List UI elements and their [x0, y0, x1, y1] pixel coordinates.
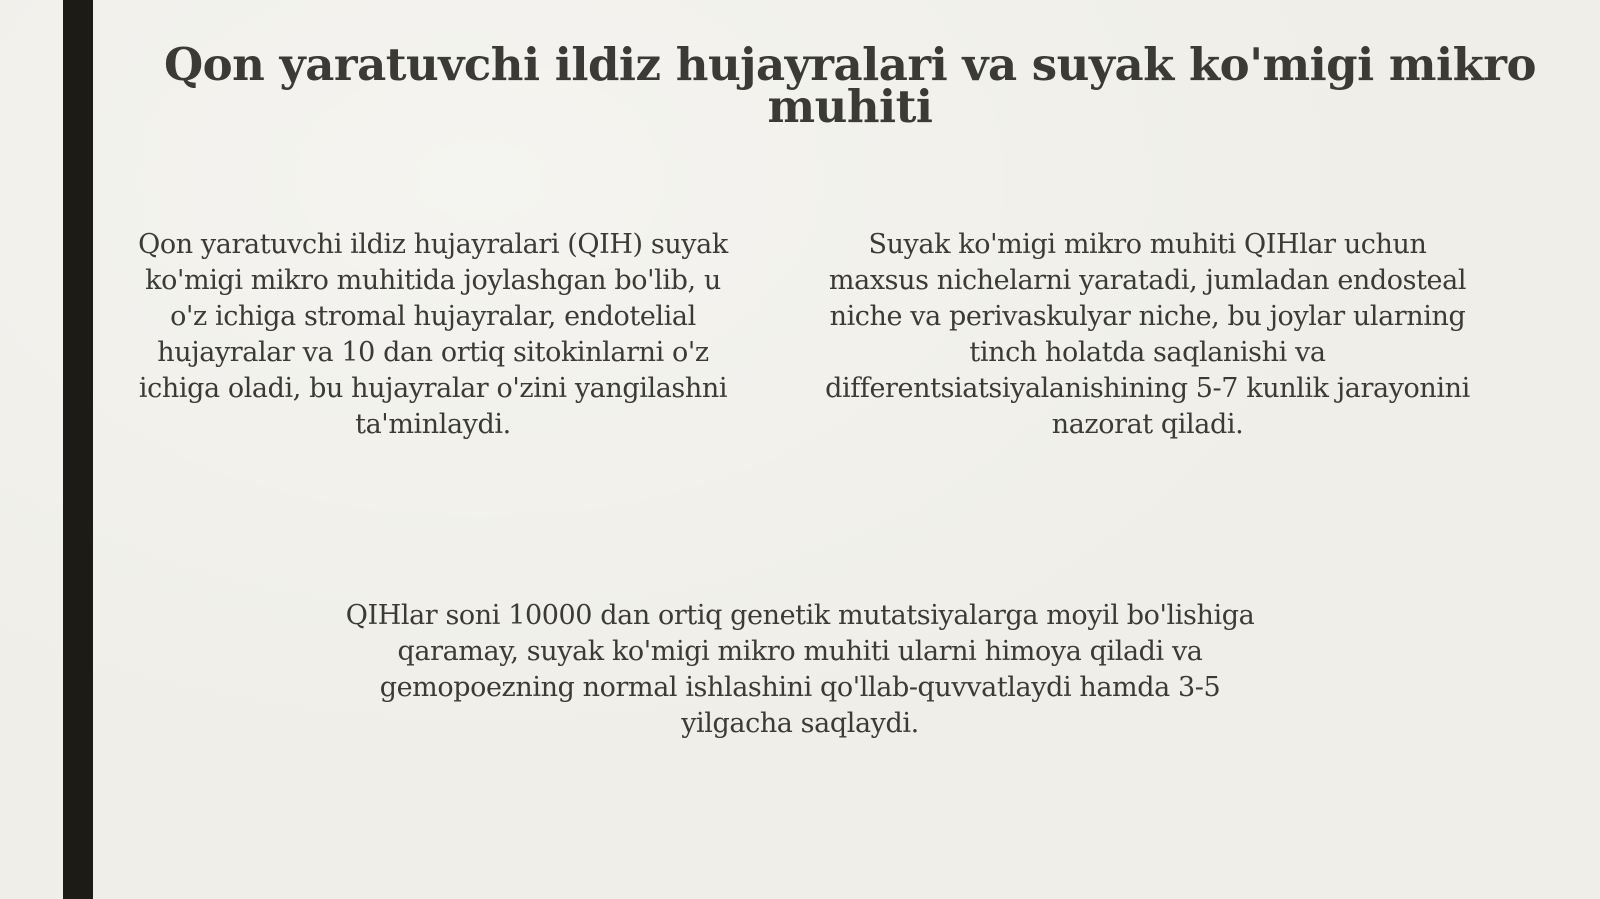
- text-line: yilgacha saqlaydi.: [681, 708, 919, 739]
- bottom-text-block: [300, 598, 1300, 742]
- text-line: ko'migi mikro muhitida joylashgan bo'lib, u: [145, 265, 721, 296]
- text-line: gemopoezning normal ishlashini qo'llab-quvvatlaydi hamda 3-5: [379, 672, 1221, 703]
- text-line: maxsus nichelarni yaratadi, jumladan endosteal: [828, 265, 1467, 296]
- text-line: ta'minlaydi.: [355, 409, 511, 440]
- text-line: qaramay, suyak ko'migi mikro muhiti ularni himoya qiladi va: [397, 636, 1203, 667]
- text-line: Suyak ko'migi mikro muhiti QIHlar uchun: [868, 229, 1427, 260]
- left-text-block: [108, 227, 758, 443]
- text-line: ichiga oladi, bu hujayralar o'zini yangilashni: [138, 373, 728, 404]
- slide-title: [120, 38, 1580, 133]
- slide-title-line: Qon yaratuvchi ildiz hujayralari va suyak ko'migi mikro: [163, 38, 1537, 91]
- text-line: o'z ichiga stromal hujayralar, endotelial: [170, 301, 696, 332]
- text-line: tinch holatda saqlanishi va: [969, 337, 1326, 368]
- slide-title-line: muhiti: [767, 80, 933, 133]
- right-text-block: [790, 227, 1505, 443]
- text-line: Qon yaratuvchi ildiz hujayralari (QIH) suyak: [138, 229, 728, 260]
- text-line: differentsiatsiyalanishining 5-7 kunlik jarayonini: [825, 373, 1470, 404]
- text-line: QIHlar soni 10000 dan ortiq genetik mutatsiyalarga moyil bo'lishiga: [345, 600, 1255, 631]
- text-line: hujayralar va 10 dan ortiq sitokinlarni o'z: [157, 337, 709, 368]
- text-line: nazorat qiladi.: [1051, 409, 1244, 440]
- text-line: niche va perivaskulyar niche, bu joylar ularning: [829, 301, 1466, 332]
- accent-bar: [63, 0, 93, 899]
